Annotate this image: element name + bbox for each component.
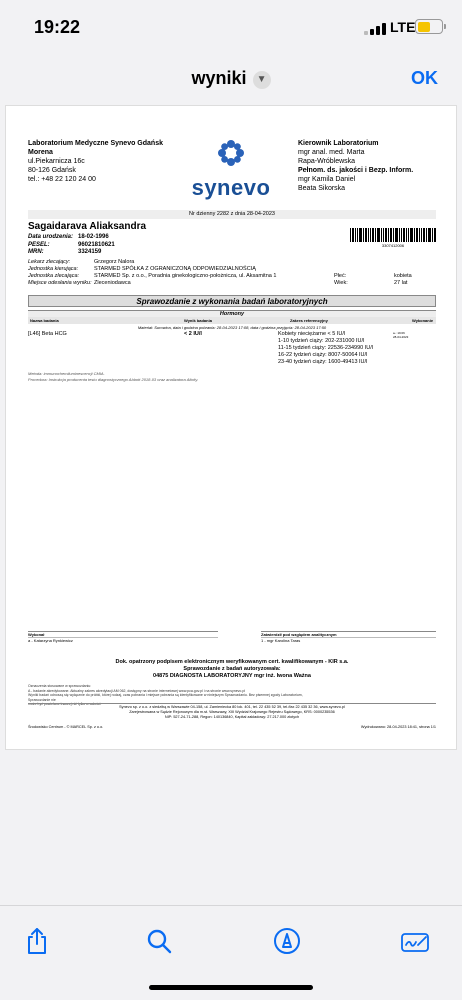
barcode	[350, 228, 436, 242]
request-number: Nr dzienny 2282 z dnia 28-04-2023	[28, 210, 436, 219]
company-line: Zarejestrowana w Sądzie Rejonowym dla m.st. Warszawy, XIII Wydział Krajowego Rejestru Sądowego, KRS: 0000235536	[129, 710, 335, 714]
quality-heading: Pełnom. ds. jakości i Bezp. Inform.	[298, 167, 414, 174]
manager-heading: Kierownik Laboratorium	[298, 140, 379, 147]
signal-icon	[364, 23, 386, 35]
chevron-down-icon: ▼	[253, 71, 271, 89]
patient-name: Sagaidarava Aliaksandra	[28, 221, 147, 232]
result-destination: Zleceniodawca	[94, 280, 131, 286]
battery-icon	[415, 19, 443, 34]
logo-text: synevo	[191, 175, 271, 200]
document-title: wyniki	[191, 68, 247, 88]
note-line: A - badanie akredytowane. Aktualny zakres akredytacji AM 062, dostępny na stronie internetowej www.pca.gov.pl i na stronie www.synevo.pl	[28, 688, 246, 693]
synevo-logo	[186, 138, 276, 201]
birth-date: 18-02-1996	[78, 234, 109, 240]
footer-bottom	[28, 725, 436, 729]
field-label: PESEL:	[28, 241, 50, 248]
quality-person-1: mgr Kamila Daniel	[298, 176, 356, 183]
lab-city: 80-126 Gdańsk	[28, 167, 76, 174]
performed-label: Wykonał	[28, 632, 45, 637]
note-line: Wyniki badań odnoszą się wyłącznie do próbki, której rodzaj, czas pobrania i miejsce pobrania są identyfikowane w niniejszym Sprawozdaniu. Bez pisemnej zgody Laboratorium, Sprawozdanie nie	[28, 693, 303, 702]
manager-name: Rapa-Wróblewska	[298, 158, 356, 165]
ok-button[interactable]: OK	[411, 68, 438, 88]
lab-branch: Morena	[28, 149, 53, 156]
order-label: Jednostka kierująca:	[28, 266, 79, 272]
test-name: [L46] Beta HCG	[28, 331, 67, 337]
nav-bar	[0, 56, 462, 102]
sex-value: kobieta	[394, 273, 412, 279]
battery-nub	[444, 24, 446, 29]
reference-line: 23-40 tydzień ciąży: 1600-49413 IU/l	[278, 359, 368, 365]
markup-icon[interactable]	[272, 926, 302, 956]
lab-name: Laboratorium Medyczne Synevo Gdańsk	[28, 140, 163, 147]
col-performed: Wykonanie	[412, 318, 434, 323]
performed-date	[393, 331, 408, 339]
flower-icon	[216, 138, 246, 168]
network-label: LTE	[390, 19, 416, 35]
pesel: 96021810621	[78, 241, 115, 248]
note-line: może być powielane inaczej niż tylko w całości.	[28, 702, 102, 706]
lab-management	[298, 139, 413, 193]
age-label: Wiek:	[334, 280, 348, 286]
procedure-line: Procedura: Instrukcja producenta testu diagnostycznego Abbott 2018-03 oraz analizatora Alinity.	[28, 377, 199, 382]
mrn: 3324159	[78, 249, 102, 255]
signature-statement	[6, 659, 458, 680]
patient-details	[28, 234, 115, 257]
note-line: Oznaczenia stosowane w sprawozdaniu:	[28, 684, 92, 688]
test-result: < 2 IU/l	[184, 331, 202, 337]
company-line: NIP: 527-24-71-288, Regon: 140136840, Kapitał zakładowy: 27.217.000 złotych	[164, 715, 300, 719]
field-label: MRN:	[28, 249, 44, 255]
col-test-name: Nazwa badania	[30, 318, 59, 323]
report-title: Sprawozdanie z wykonania badań laboratoryjnych	[28, 295, 436, 307]
age-value: 27 lat	[394, 280, 408, 286]
approved-by: 1 - mgr Karolina Taras	[261, 637, 436, 643]
status-bar	[0, 0, 462, 56]
quality-person-2: Beata Sikorska	[298, 185, 346, 192]
method-line: Metoda: immunochemiluminescencji CMIA.	[28, 371, 105, 376]
ordering-unit: STARMED Sp. z o.o., Poradnia ginekologiczno-położnicza, ul. Aksamitna 1	[94, 273, 277, 279]
diagnostician-line: 04875 DIAGNOSTA LABORATORYJNY mgr inż. Iwona Ważna	[153, 673, 311, 679]
performed-day: 28-04-2023	[393, 335, 409, 339]
share-icon[interactable]	[22, 926, 52, 956]
col-reference: Zakres referencyjny	[290, 318, 328, 323]
document-page	[5, 105, 457, 750]
section-hormones: Hormony	[28, 310, 436, 317]
results-table-header	[28, 317, 436, 324]
col-result: Wynik badania	[184, 318, 212, 323]
performed-by: a - Katarzyna Rynkiewicz	[28, 637, 218, 643]
reference-line: 16-22 tydzień ciąży: 8007-50064 IU/l	[278, 352, 368, 358]
order-label: Miejsce odesłania wyniku:	[28, 280, 92, 286]
field-label: Data urodzenia:	[28, 234, 74, 240]
performed-by-block	[28, 631, 218, 643]
performed-time: a-: 19:06	[393, 331, 405, 335]
lab-phone: tel.: +48 22 120 24 00	[28, 176, 96, 183]
reference-range	[278, 331, 373, 366]
reference-line: Kobiety nieciężarne < 5 IU/l	[278, 331, 346, 337]
company-line: Synevo sp. z o.o. z siedzibą w Warszawie 04-158, ul. Zamieniecka 80 lok. 401, tel. 22 435 52 39, tel./fax 22 435 32 36, www.synevo.pl	[119, 705, 345, 709]
manager-title: mgr anal. med. Marta	[298, 149, 365, 156]
approved-label: Zatwierdził pod względem analitycznym	[261, 632, 337, 637]
authorized-line: Sprawozdanie z badań autoryzowała:	[183, 666, 281, 672]
signature-line: Dok. opatrzony podpisem elektronicznym weryfikowanym cert. kwalifikowanym - KIR s.a.	[115, 659, 349, 665]
signature-icon[interactable]	[400, 926, 430, 956]
home-indicator[interactable]	[149, 985, 313, 990]
footer-company	[6, 705, 458, 720]
document-title-menu[interactable]	[0, 68, 462, 89]
ordering-doctor: Grzegorz Nalora	[94, 259, 135, 265]
order-label: Jednostka zlecająca:	[28, 273, 80, 279]
referring-unit: STARMED SPÓŁKA Z OGRANICZONĄ ODPOWIEDZIALNOŚCIĄ	[94, 266, 256, 272]
barcode-number: 3307412006	[381, 243, 405, 248]
approved-by-block	[261, 631, 436, 643]
status-time: 19:22	[34, 17, 81, 37]
footer-system: Środowisko Centrum - © MARCEL Sp. z o.o.	[28, 725, 104, 729]
sex-label: Płeć:	[334, 273, 347, 279]
footer-printed: Wydrukowano: 28-04-2023 18:41, strona 1/1	[360, 725, 436, 729]
lab-street: ul.Piekarnicza 16c	[28, 158, 85, 165]
method-info	[28, 371, 198, 383]
lab-address	[28, 139, 163, 184]
reference-line: 1-10 tydzień ciąży: 202-231000 IU/l	[278, 338, 365, 344]
search-icon[interactable]	[144, 926, 174, 956]
order-label: Lekarz zlecający:	[28, 259, 71, 265]
material-info: Materiał: Surowica, data i godzina pobrania: 28-04-2023 17:08, data i godzina przyjęcia: 28-04-2023 17:50	[137, 325, 327, 330]
reference-line: 11-15 tydzień ciąży: 22536-234990 IU/l	[278, 345, 373, 351]
order-details	[28, 259, 436, 287]
footer-divider	[28, 703, 436, 704]
